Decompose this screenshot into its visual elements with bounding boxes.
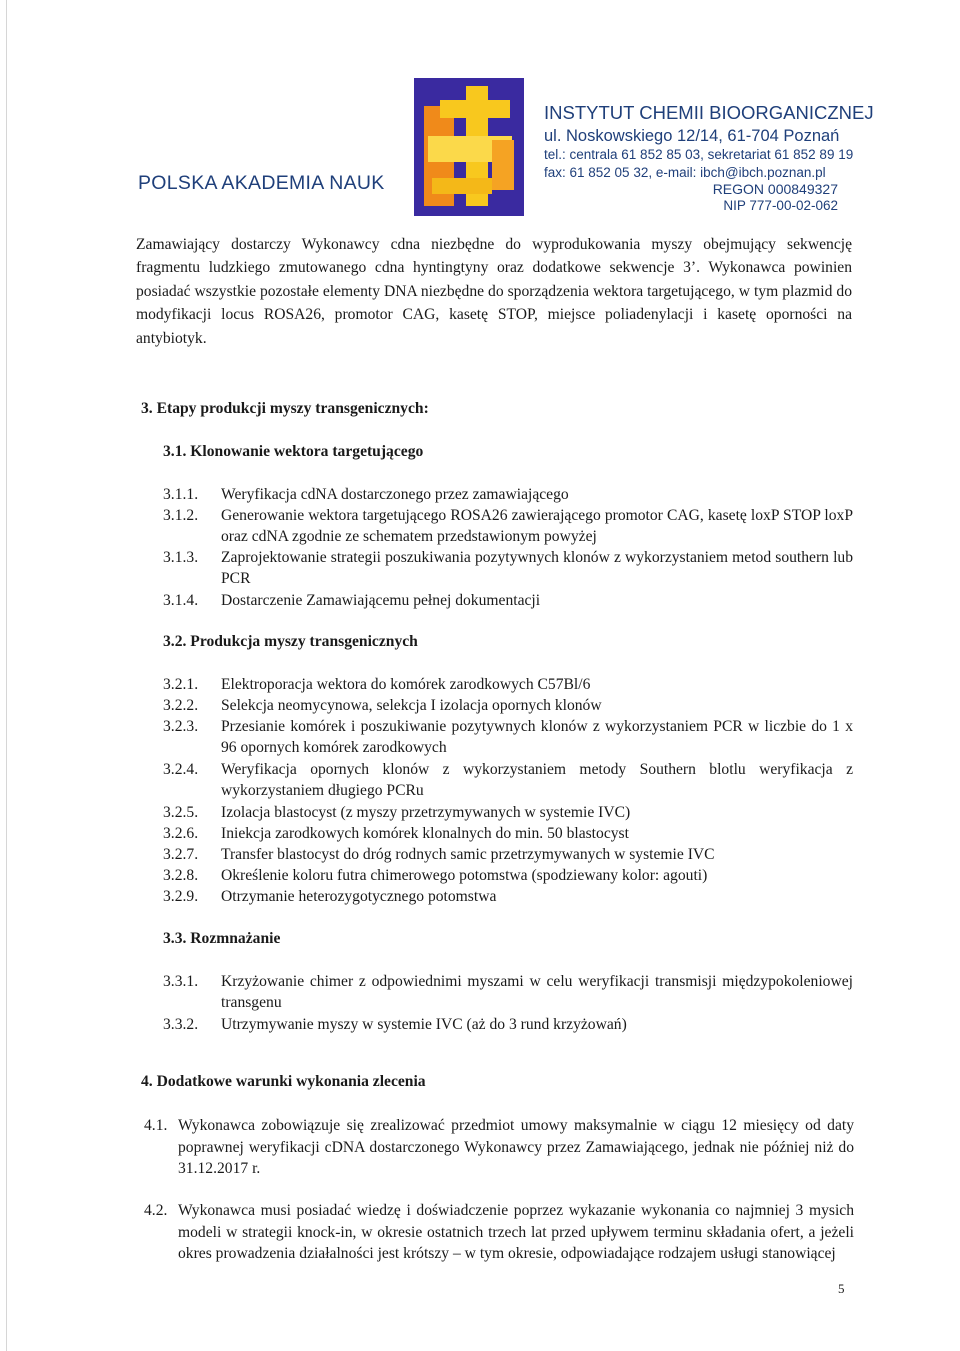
institute-logo [414, 78, 524, 216]
item-text: Wykonawca zobowiązuje się zrealizować przedmiot umowy maksymalnie w ciągu 12 miesięcy od daty poprawnej weryfikacji cDNA dostarczonego Wykonawcy przez Zamawiającego, jednak nie później niż do 31.12.2017 r. [178, 1117, 854, 1177]
item-number: 3.2.3. [163, 718, 199, 735]
institute-fax: fax: 61 852 05 32, e-mail: ibch@ibch.poznan.pl [544, 164, 826, 180]
section-3-1-heading: 3.1. Klonowanie wektora targetującego [163, 443, 424, 460]
section-3-heading: 3. Etapy produkcji myszy transgenicznych: [141, 400, 429, 417]
page-number: 5 [838, 1281, 845, 1296]
item-text: Otrzymanie heterozygotycznego potomstwa [221, 888, 497, 905]
item-text: Zaprojektowanie strategii poszukiwania pozytywnych klonów z wykorzystaniem metod southern lub PCR [221, 549, 853, 588]
item-number: 3.2.5. [163, 804, 199, 821]
item-number: 3.2.2. [163, 697, 199, 714]
item-text: Weryfikacja cdNA dostarczonego przez zamawiającego [221, 486, 569, 503]
institute-name: INSTYTUT CHEMII BIOORGANICZNEJ [544, 102, 874, 123]
section-4-heading: 4. Dodatkowe warunki wykonania zlecenia [141, 1073, 426, 1090]
item-number: 3.1.3. [163, 549, 199, 566]
institute-regon: REGON 000849327 [712, 181, 838, 197]
section-3-3-heading: 3.3. Rozmnażanie [163, 930, 281, 947]
item-text: Transfer blastocyst do dróg rodnych samic przetrzymywanych w systemie IVC [221, 846, 715, 863]
item-text: Generowanie wektora targetującego ROSA26 zawierającego promotor CAG, kasetę loxP STOP loxP oraz cdNA zgodnie ze schematem przedstawionym powyżej [221, 507, 853, 546]
item-number: 3.2.7. [163, 846, 199, 863]
academy-name: POLSKA AKADEMIA NAUK [138, 172, 385, 194]
institute-nip: NIP 777-00-02-062 [723, 198, 838, 213]
item-number: 3.1.1. [163, 486, 199, 503]
item-number: 3.2.6. [163, 825, 199, 842]
item-text: Weryfikacja opornych klonów z wykorzystaniem metody Southern blotlu weryfikacja z wykorzystaniem długiego PCRu [221, 761, 853, 800]
item-text: Dostarczenie Zamawiającemu pełnej dokumentacji [221, 592, 541, 609]
item-text: Określenie koloru futra chimerowego potomstwa (spodziewany kolor: agouti) [221, 867, 708, 884]
item-number: 3.1.2. [163, 507, 199, 524]
intro-paragraph: Zamawiający dostarczy Wykonawcy cdna niezbędne do wyprodukowania myszy obejmujący sekwencję fragmentu ludzkiego zmutowanego cdna hyntingtyny oraz dodatkowe sekwencje 3’. Wykonawca powinien posiadać wszystkie pozostałe elementy DNA niezbędne do sporządzenia wektora targetującego, w tym plazmid do modyfikacji locus ROSA26, promotor CAG, kasetę STOP, miejsce poliadenylacji i kasetę oporności na antybiotyk. [136, 236, 852, 347]
item-number: 3.3.2. [163, 1016, 199, 1033]
item-number: 3.2.4. [163, 761, 199, 778]
item-text: Izolacja blastocyst (z myszy przetrzymywanych w systemie IVC) [221, 804, 631, 821]
item-text: Wykonawca musi posiadać wiedzę i doświadczenie poprzez wykazanie wykonania co najmniej 3 mysich modeli w strategii knock-in, w okresie ostatnich trzech lat przed upływem terminu składania ofert, a jeżeli okres prowadzenia działalności jest krótszy – w tym okresie, odpowiadające rodzajem usługi stanowiącej [178, 1202, 854, 1262]
logo-blue-gap [454, 122, 466, 136]
item-number: 3.2.9. [163, 888, 199, 905]
item-number: 3.2.8. [163, 867, 199, 884]
item-text: Krzyżowanie chimer z odpowiednimi myszami w celu weryfikacji transmisji międzypokoleniowej transgenu [221, 973, 853, 1012]
item-text: Elektroporacja wektora do komórek zarodkowych C57Bl/6 [221, 676, 591, 693]
item-number: 3.3.1. [163, 973, 199, 990]
institute-address: ul. Noskowskiego 12/14, 61-704 Poznań [544, 126, 840, 145]
logo-orange-right [492, 140, 514, 190]
item-number: 4.2. [144, 1202, 168, 1219]
item-number: 4.1. [144, 1117, 168, 1134]
item-number: 3.2.1. [163, 676, 199, 693]
logo-yellow-bottom [432, 178, 492, 194]
institute-block [544, 102, 874, 213]
scan-edge [6, 0, 7, 1351]
institute-phone: tel.: centrala 61 852 85 03, sekretariat 61 852 89 19 [544, 147, 854, 162]
item-text: Utrzymywanie myszy w systemie IVC (aż do 3 rund krzyżowań) [221, 1016, 627, 1033]
item-text: Selekcja neomycynowa, selekcja I izolacja opornych klonów [221, 697, 602, 714]
item-text: Przesianie komórek i poszukiwanie pozytywnych klonów z wykorzystaniem PCR w liczbie do 1 x 96 opornych komórek zarodkowych [221, 718, 853, 757]
item-text: Iniekcja zarodkowych komórek klonalnych do min. 50 blastocyst [221, 825, 629, 842]
item-number: 3.1.4. [163, 592, 199, 609]
section-3-2-heading: 3.2. Produkcja myszy transgenicznych [163, 633, 418, 650]
